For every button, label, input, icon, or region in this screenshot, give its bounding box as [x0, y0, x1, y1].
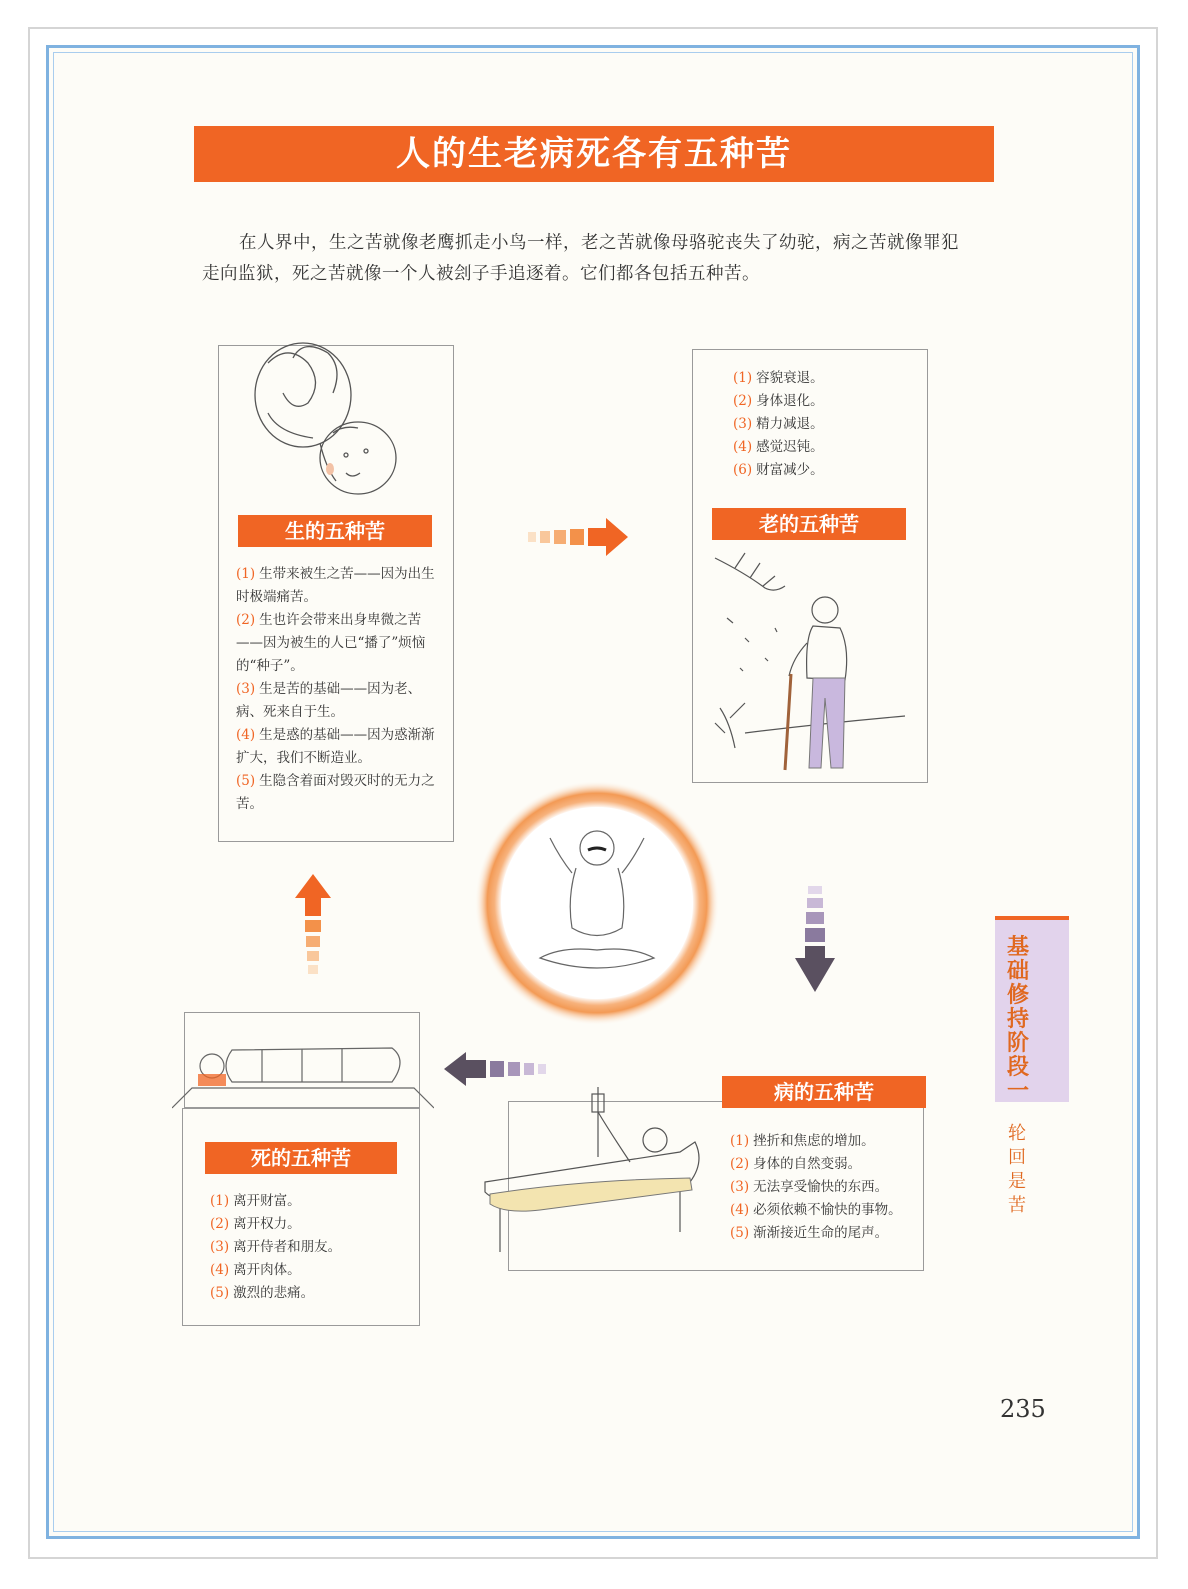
side-tab-subtitle: 轮回是苦: [1008, 1123, 1026, 1216]
sickness-item-5: (5) 渐渐接近生命的尾声。: [730, 1225, 889, 1241]
sickness-item-2: (2) 身体的自然变弱。: [730, 1156, 862, 1172]
death-items: [210, 1190, 410, 1305]
birth-item-4: (4) 生是惑的基础——因为惑渐渐扩大，我们不断造业。: [236, 727, 435, 766]
birth-item-2: (2) 生也许会带来出身卑微之苦——因为被生的人已“播了”烦恼的“种子”。: [236, 612, 426, 674]
birth-label: 生的五种苦: [238, 515, 432, 547]
meditating-monk-in-sun-illustration: [472, 778, 722, 1028]
arrow-left-icon: [444, 1052, 548, 1086]
aging-items: [733, 367, 913, 482]
side-tab-title: 基础修持阶段一: [1006, 935, 1029, 1104]
birth-item-5: (5) 生隐含着面对毁灭时的无力之苦。: [236, 773, 435, 812]
death-item-2: (2) 离开权力。: [210, 1216, 301, 1232]
arrow-up-icon: [295, 874, 331, 982]
aging-item-4: (4) 感觉迟钝。: [733, 439, 824, 455]
aging-item-1: (1) 容貌衰退。: [733, 370, 824, 386]
death-item-4: (4) 离开肉体。: [210, 1262, 301, 1278]
arrow-down-icon: [795, 886, 835, 994]
birth-items: [236, 563, 436, 816]
birth-item-1: (1) 生带来被生之苦——因为出生时极端痛苦。: [236, 566, 435, 605]
corpse-wrapped-illustration: [172, 1030, 434, 1110]
aging-item-2: (2) 身体退化。: [733, 393, 824, 409]
infant-illustration: [248, 333, 408, 503]
death-label: 死的五种苦: [205, 1142, 397, 1174]
death-item-5: (5) 激烈的悲痛。: [210, 1285, 315, 1301]
sickness-item-4: (4) 必须依赖不愉快的事物。: [730, 1202, 902, 1218]
sick-person-in-bed-illustration: [480, 1082, 720, 1254]
aging-item-5: (6) 财富减少。: [733, 462, 824, 478]
sickness-item-3: (3) 无法享受愉快的东西。: [730, 1179, 889, 1195]
birth-item-3: (3) 生是苦的基础——因为老、病、死来自于生。: [236, 681, 422, 720]
page-title: 人的生老病死各有五种苦: [194, 126, 994, 182]
sickness-items: [730, 1130, 924, 1245]
aging-label: 老的五种苦: [712, 508, 906, 540]
page-number: 235: [1000, 1395, 1046, 1423]
death-item-1: (1) 离开财富。: [210, 1193, 301, 1209]
old-man-with-cane-illustration: [705, 548, 915, 778]
arrow-right-icon: [528, 518, 632, 556]
intro-paragraph: 在人界中，生之苦就像老鹰抓走小鸟一样，老之苦就像母骆驼丧失了幼驼，病之苦就像罪犯走向监狱，死之苦就像一个人被刽子手追逐着。它们都各包括五种苦。: [202, 233, 959, 284]
sickness-item-1: (1) 挫折和焦虑的增加。: [730, 1133, 875, 1149]
aging-item-3: (3) 精力减退。: [733, 416, 824, 432]
sickness-label: 病的五种苦: [722, 1076, 926, 1108]
death-item-3: (3) 离开侍者和朋友。: [210, 1239, 342, 1255]
